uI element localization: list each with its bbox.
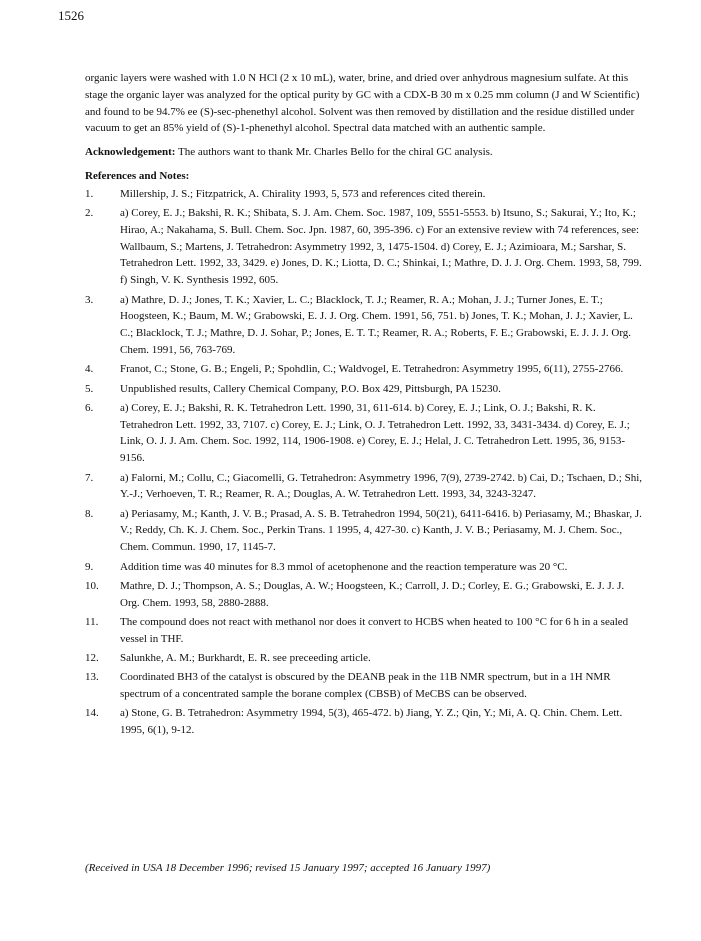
reference-number: 14. — [85, 707, 99, 720]
reference-item — [85, 650, 645, 667]
reference-item — [85, 506, 645, 556]
reference-text: a) Mathre, D. J.; Jones, T. K.; Xavier, L. C.; Blacklock, T. J.; Reamer, R. A.; Mohan, J. J.; Turner Jones, E. T.; Hoogsteen, K.; Baum, M. W.; Grabowski, E. J. J. Org. Chem. 1991, 56, 751. b) Jones, T. K.; Mohan, J. J.; Xavier, L. C.; Blacklock, T. J.; Mathre, D. J. Sohar, P.; Jones, E. T. T.; Reamer, R. A.; Roberts, F. E.; Grabowski, E. J. J. J. Org. Chem. 1991, 56, 763-769. — [120, 293, 633, 356]
received-dates: (Received in USA 18 December 1996; revised 15 January 1997; accepted 16 January 1997) — [85, 862, 491, 874]
reference-number: 7. — [85, 471, 94, 484]
reference-text: Salunkhe, A. M.; Burkhardt, E. R. see preceeding article. — [120, 652, 371, 664]
reference-number: 6. — [85, 401, 94, 414]
reference-number: 2. — [85, 207, 94, 220]
reference-number: 8. — [85, 507, 94, 520]
reference-text: Franot, C.; Stone, G. B.; Engeli, P.; Spohdlin, C.; Waldvogel, E. Tetrahedron: Asymmetry 1995, 6(11), 2755-2766. — [120, 363, 624, 376]
reference-item — [85, 381, 645, 398]
reference-number: 12. — [85, 652, 99, 664]
reference-item — [85, 361, 645, 378]
page-number: 1526 — [58, 8, 84, 23]
reference-item — [85, 470, 645, 504]
reference-item — [85, 292, 645, 359]
reference-item — [85, 705, 645, 739]
reference-number: 5. — [85, 382, 94, 395]
reference-item — [85, 400, 645, 467]
reference-number: 3. — [85, 293, 94, 306]
reference-number: 10. — [85, 579, 99, 592]
acknowledgement-text: The authors want to thank Mr. Charles Bello for the chiral GC analysis. — [178, 146, 493, 159]
acknowledgement-label: Acknowledgement: — [85, 146, 176, 159]
intro-paragraph: organic layers were washed with 1.0 N HCl (2 x 10 mL), water, brine, and dried over anhydrous magnesium sulfate. At this stage the organic layer was analyzed for the optical purity by GC with a CDX-B 30 m x 0.25 mm column (J and W Scientific) and found to be 94.7% ee (S)-sec-phenethyl alcohol. Solvent was then removed by distillation and the residue distilled under vacuum to get an 85% yield of (S)-1-phenethyl alcohol. Spectral data matched with an authentic sample. — [85, 72, 640, 135]
reference-text: Coordinated BH3 of the catalyst is obscured by the DEANB peak in the 11B NMR spectrum, but in a 1H NMR spectrum of a concentrated sample the borane complex (CBSB) of MeCBS can be observed. — [120, 671, 611, 701]
reference-text: a) Periasamy, M.; Kanth, J. V. B.; Prasad, A. S. B. Tetrahedron 1994, 50(21), 6411-6416. b) Periasamy, M.; Bhaskar, J. V.; Reddy, Ch. K. J. Chem. Soc., Perkin Trans. 1 1995, 4, 427-30. c) Kanth, J. V. B.; Periasamy, M. J. Chem. Soc., Chem. Commun. 1990, 17, 1145-7. — [120, 507, 642, 554]
reference-item — [85, 559, 645, 576]
reference-item — [85, 578, 645, 612]
reference-text: Addition time was 40 minutes for 8.3 mmol of acetophenone and the reaction temperature was 20 °C. — [120, 560, 568, 573]
reference-text: a) Corey, E. J.; Bakshi, R. K.; Shibata, S. J. Am. Chem. Soc. 1987, 109, 5551-5553. b) Itsuno, S.; Sakurai, Y.; Ito, K.; Hirao, A.; Nakahama, S. Bull. Chem. Soc. Jpn. 1987, 60, 395-396. c) For an extensive review with 74 references, see: Wallbaum, S.; Martens, J. Tetrahedron: Asymmetry 1992, 3, 1475-1504. d) Corey, E. J.; Azimioara, M.; Sarshar, S. Tetrahedron Lett. 1992, 33, 3429. e) Jones, D. K.; Liotta, D. C.; Shinkai, I.; Mathre, D. J. J. Org. Chem. 1993, 58, 799. f) Singh, V. K. Synthesis 1992, 605. — [120, 207, 642, 287]
reference-text: a) Stone, G. B. Tetrahedron: Asymmetry 1994, 5(3), 465-472. b) Jiang, Y. Z.; Qin, Y.; Mi, A. Q. Chin. Chem. Lett. 1995, 6(1), 9-12. — [120, 707, 623, 737]
reference-text: Millership, J. S.; Fitzpatrick, A. Chirality 1993, 5, 573 and references cited therein. — [120, 187, 486, 200]
acknowledgement — [85, 144, 645, 161]
references-list — [85, 186, 645, 739]
reference-item — [85, 614, 645, 648]
reference-text: a) Falorni, M.; Collu, C.; Giacomelli, G. Tetrahedron: Asymmetry 1996, 7(9), 2739-2742. b) Cai, D.; Tschaen, D.; Shi, Y.-J.; Verhoeven, T. R.; Reamer, R. A.; Douglas, A. W. Tetrahedron Lett. 1993, 34, 3243-3247. — [120, 471, 643, 501]
reference-text: The compound does not react with methanol nor does it convert to HCBS when heated to 100 °C for 6 h in a sealed vessel in THF. — [120, 615, 629, 645]
references-heading: References and Notes: — [85, 169, 190, 182]
reference-number: 1. — [85, 187, 94, 200]
reference-number: 11. — [85, 615, 99, 628]
reference-text: a) Corey, E. J.; Bakshi, R. K. Tetrahedron Lett. 1990, 31, 611-614. b) Corey, E. J.; Link, O. J.; Bakshi, R. K. Tetrahedron Lett. 1992, 33, 7107. c) Corey, E. J.; Link, O. J. Tetrahedron Lett. 1992, 33, 3431-3434. d) Corey, E. J.; Link, O. J. J. Am. Chem. Soc. 1992, 114, 1906-1908. e) Corey, E. J.; Helal, J. C. Tetrahedron Lett. 1995, 36, 9153-9156. — [120, 401, 630, 465]
reference-text: Unpublished results, Callery Chemical Company, P.O. Box 429, Pittsburgh, PA 15230. — [120, 382, 501, 395]
reference-item — [85, 205, 645, 289]
reference-item — [85, 186, 645, 203]
reference-number: 4. — [85, 363, 94, 376]
article-body — [85, 70, 645, 741]
reference-item — [85, 669, 645, 703]
reference-text: Mathre, D. J.; Thompson, A. S.; Douglas, A. W.; Hoogsteen, K.; Carroll, J. D.; Corley, E. G.; Grabowski, E. J. J. J. Org. Chem. 1993, 58, 2880-2888. — [120, 579, 625, 609]
reference-number: 13. — [85, 671, 99, 684]
reference-number: 9. — [85, 560, 94, 573]
